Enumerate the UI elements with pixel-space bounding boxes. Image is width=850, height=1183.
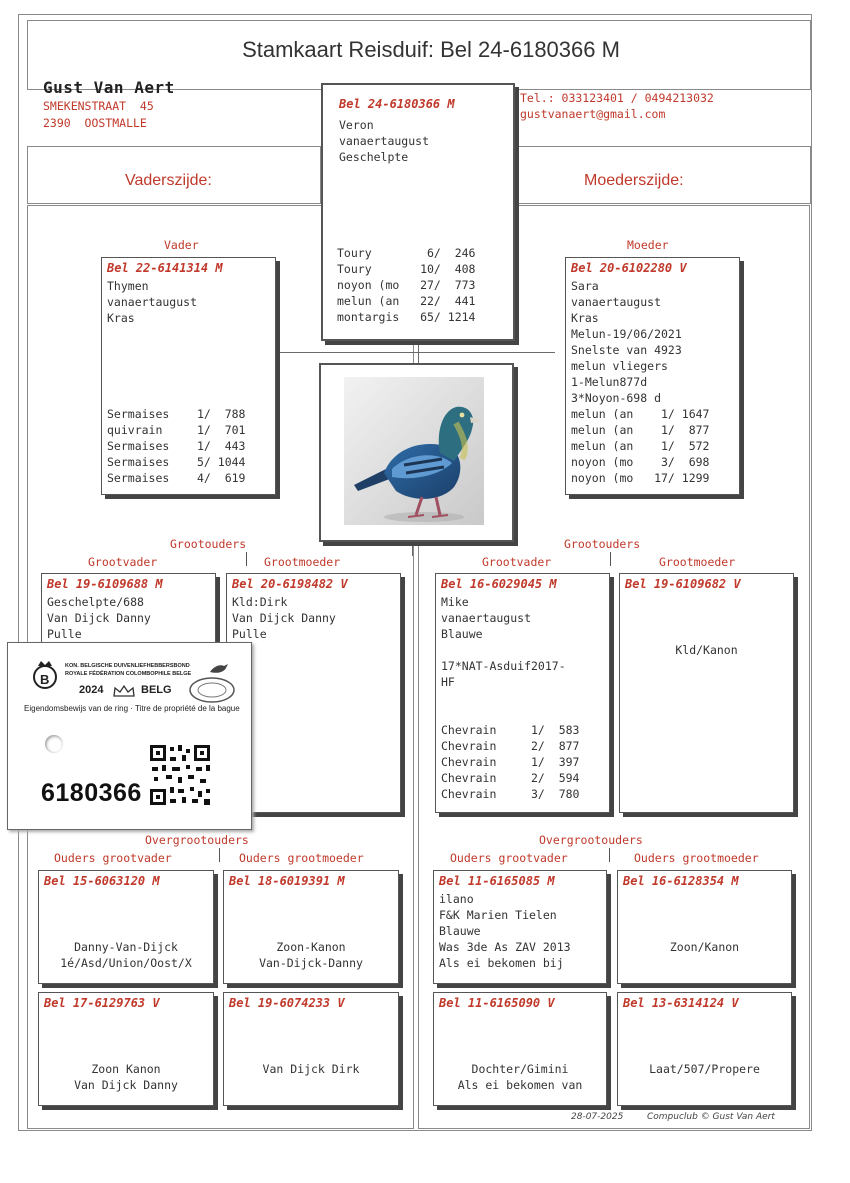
grandfather-label-right: Grootvader bbox=[482, 555, 552, 569]
greatgrandparent-line: Van Dijck Danny bbox=[74, 1078, 178, 1092]
greatgrandparents-label-right: Overgrootouders bbox=[539, 833, 643, 847]
ring-number: 6180366 bbox=[41, 779, 142, 807]
grandmother-label-left: Grootmoeder bbox=[264, 555, 341, 569]
subject-line: Geschelpte bbox=[339, 150, 409, 164]
greatgrandparent-ring: Bel 19-6074233 V bbox=[229, 996, 345, 1010]
mother-line: melun vliegers bbox=[571, 359, 668, 373]
greatgrandparent-line: ilano bbox=[439, 892, 474, 906]
pigeon-photo bbox=[344, 377, 484, 525]
owner-name: Gust Van Aert bbox=[43, 78, 175, 97]
connector-line bbox=[412, 540, 413, 556]
mother-line: Sara bbox=[571, 279, 599, 293]
label-divider bbox=[219, 848, 220, 862]
label-divider bbox=[246, 552, 247, 566]
parents-grandmother-label-left: Ouders grootmoeder bbox=[239, 851, 364, 865]
grandparent-line: Kld:Dirk bbox=[232, 595, 288, 609]
grandparent-line: vanaertaugust bbox=[441, 611, 532, 625]
father-result: Sermaises 1/ 788 bbox=[107, 407, 246, 421]
greatgrandparent-line: Zoon-Kanon bbox=[276, 940, 346, 954]
grandparent-result: Chevrain 1/ 583 bbox=[441, 723, 580, 737]
greatgrandparent-card bbox=[617, 870, 792, 984]
ring-certificate bbox=[7, 642, 252, 830]
mother-line: Kras bbox=[571, 311, 599, 325]
mother-ring: Bel 20-6102280 V bbox=[571, 261, 687, 275]
greatgrandparent-line: Zoon Kanon bbox=[91, 1062, 161, 1076]
ring-emblem-icon bbox=[188, 676, 236, 704]
grandparent-result: Chevrain 2/ 594 bbox=[441, 771, 580, 785]
grandparent-line: Blauwe bbox=[441, 627, 483, 641]
pigeon-photo-frame bbox=[319, 363, 514, 542]
grandparent-line: Van Dijck Danny bbox=[47, 611, 151, 625]
pigeon-icon bbox=[208, 662, 230, 676]
grandparent-ring: Bel 16-6029045 M bbox=[441, 577, 557, 591]
owner-phone: Tel.: 033123401 / 0494213032 bbox=[520, 91, 714, 105]
grandfather-label-left: Grootvader bbox=[88, 555, 158, 569]
grandparent-line: Pulle bbox=[47, 627, 82, 641]
greatgrandparent-line: Zoon/Kanon bbox=[669, 940, 740, 954]
father-line: Kras bbox=[107, 311, 135, 325]
grandparent-card bbox=[226, 573, 401, 813]
footer-date: 28-07-2025 bbox=[571, 1112, 624, 1122]
mother-label: Moeder bbox=[627, 238, 669, 252]
mother-line: vanaertaugust bbox=[571, 295, 662, 309]
subject-result: noyon (mo 27/ 773 bbox=[337, 278, 476, 292]
greatgrandparent-line: F&K Marien Tielen bbox=[439, 908, 557, 922]
qr-code-icon bbox=[148, 743, 212, 807]
greatgrandparent-card bbox=[38, 992, 214, 1106]
greatgrandparent-card bbox=[433, 870, 607, 984]
grandparent-line: Kld/Kanon bbox=[675, 643, 738, 657]
mother-result: melun (an 1/ 1647 bbox=[571, 407, 710, 421]
grandparent-ring: Bel 19-6109682 V bbox=[625, 577, 741, 591]
ring-year: 2024 bbox=[79, 684, 104, 696]
grandparent-line: Geschelpte/688 bbox=[47, 595, 144, 609]
father-result: Sermaises 1/ 443 bbox=[107, 439, 246, 453]
greatgrandparent-ring: Bel 17-6129763 V bbox=[44, 996, 160, 1010]
greatgrandparent-line: Was 3de As ZAV 2013 bbox=[439, 940, 571, 954]
mother-line: Snelste van 4923 bbox=[571, 343, 682, 357]
federation-logo-letter: B bbox=[40, 672, 50, 687]
mother-card bbox=[565, 257, 740, 495]
owner-city: 2390 OOSTMALLE bbox=[43, 116, 147, 130]
father-result: Sermaises 4/ 619 bbox=[107, 471, 246, 485]
grandparent-line: 17*NAT-Asduif2017- bbox=[441, 659, 566, 673]
subject-ring: Bel 24-6180366 M bbox=[339, 97, 455, 111]
mother-result: noyon (mo 3/ 698 bbox=[571, 455, 710, 469]
greatgrandparent-line: Als ei bekomen van bbox=[457, 1078, 583, 1092]
father-ring: Bel 22-6141314 M bbox=[107, 261, 223, 275]
greatgrandparent-ring: Bel 11-6165085 M bbox=[439, 874, 555, 888]
subject-result: Toury 6/ 246 bbox=[337, 246, 476, 260]
subject-result: Toury 10/ 408 bbox=[337, 262, 476, 276]
ring-country: BELG bbox=[141, 684, 172, 696]
punch-hole bbox=[45, 735, 63, 753]
grandmother-label-right: Grootmoeder bbox=[659, 555, 736, 569]
greatgrandparent-ring: Bel 18-6019391 M bbox=[229, 874, 345, 888]
grandparent-ring: Bel 19-6109688 M bbox=[47, 577, 163, 591]
greatgrandparent-line: Als ei bekomen bij bbox=[439, 956, 564, 970]
ring-ownership-text: Eigendomsbewijs van de ring · Titre de propriété de la bague bbox=[24, 704, 240, 713]
subject-card bbox=[321, 83, 515, 341]
label-divider bbox=[610, 552, 611, 566]
subject-line: vanaertaugust bbox=[339, 134, 430, 148]
mother-result: melun (an 1/ 572 bbox=[571, 439, 710, 453]
subject-result: montargis 65/ 1214 bbox=[337, 310, 476, 324]
grandparent-line: Mike bbox=[441, 595, 469, 609]
greatgrandparent-line: Laat/507/Propere bbox=[649, 1062, 760, 1076]
owner-email: gustvanaert@gmail.com bbox=[520, 107, 666, 121]
mother-result: noyon (mo 17/ 1299 bbox=[571, 471, 710, 485]
father-result: Sermaises 5/ 1044 bbox=[107, 455, 246, 469]
greatgrandparent-card bbox=[38, 870, 214, 984]
greatgrandparent-line: Van-Dijck-Danny bbox=[259, 956, 363, 970]
subject-line: Veron bbox=[339, 118, 374, 132]
father-line: vanaertaugust bbox=[107, 295, 198, 309]
grandparent-result: Chevrain 1/ 397 bbox=[441, 755, 580, 769]
greatgrandparent-card bbox=[433, 992, 607, 1106]
grandparent-result: Chevrain 3/ 780 bbox=[441, 787, 580, 801]
mother-side-header: Moederszijde: bbox=[584, 172, 684, 189]
parents-grandmother-label-right: Ouders grootmoeder bbox=[634, 851, 759, 865]
greatgrandparent-line: 1é/Asd/Union/Oost/X bbox=[60, 956, 192, 970]
parents-grandfather-label-left: Ouders grootvader bbox=[54, 851, 172, 865]
grandparent-ring: Bel 20-6198482 V bbox=[232, 577, 348, 591]
subject-result: melun (an 22/ 441 bbox=[337, 294, 476, 308]
greatgrandparent-ring: Bel 16-6128354 M bbox=[623, 874, 739, 888]
father-card bbox=[101, 257, 276, 495]
grandparent-line: Van Dijck Danny bbox=[232, 611, 336, 625]
greatgrandparent-card bbox=[223, 870, 399, 984]
father-label: Vader bbox=[164, 238, 199, 252]
greatgrandparent-line: Van Dijck Dirk bbox=[262, 1062, 360, 1076]
federation-name-fr: ROYALE FÉDÉRATION COLOMBOPHILE BELGE bbox=[65, 671, 192, 677]
father-side-header: Vaderszijde: bbox=[125, 172, 212, 189]
greatgrandparent-line: Dochter/Gimini bbox=[471, 1062, 569, 1076]
mother-line: Melun-19/06/2021 bbox=[571, 327, 682, 341]
page-title: Stamkaart Reisduif: Bel 24-6180366 M bbox=[242, 37, 620, 62]
mother-line: 3*Noyon-698 d bbox=[571, 391, 662, 405]
greatgrandparent-ring: Bel 11-6165090 V bbox=[439, 996, 555, 1010]
greatgrandparent-card bbox=[617, 992, 792, 1106]
grandparent-card bbox=[435, 573, 610, 813]
father-line: Thymen bbox=[107, 279, 149, 293]
grandparents-label-left: Grootouders bbox=[170, 537, 247, 551]
greatgrandparent-ring: Bel 15-6063120 M bbox=[44, 874, 160, 888]
grandparent-result: Chevrain 2/ 877 bbox=[441, 739, 580, 753]
connector-line bbox=[280, 352, 555, 353]
greatgrandparent-line: Blauwe bbox=[439, 924, 481, 938]
grandparents-label-right: Grootouders bbox=[564, 537, 641, 551]
crown-icon bbox=[112, 684, 136, 698]
greatgrandparents-label-left: Overgrootouders bbox=[145, 833, 249, 847]
father-result: quivrain 1/ 701 bbox=[107, 423, 246, 437]
owner-street: SMEKENSTRAAT 45 bbox=[43, 99, 154, 113]
footer-credit: Compuclub © Gust Van Aert bbox=[647, 1112, 775, 1122]
greatgrandparent-card bbox=[223, 992, 399, 1106]
greatgrandparent-ring: Bel 13-6314124 V bbox=[623, 996, 739, 1010]
mother-line: 1-Melun877d bbox=[571, 375, 648, 389]
label-divider bbox=[609, 848, 610, 862]
grandparent-line: Pulle bbox=[232, 627, 267, 641]
grandparent-card bbox=[619, 573, 794, 813]
parents-grandfather-label-right: Ouders grootvader bbox=[450, 851, 568, 865]
grandparent-line: HF bbox=[441, 675, 455, 689]
greatgrandparent-line: Danny-Van-Dijck bbox=[74, 940, 178, 954]
mother-result: melun (an 1/ 877 bbox=[571, 423, 710, 437]
federation-name-nl: KON. BELGISCHE DUIVENLIEFHEBBERSBOND bbox=[65, 663, 190, 669]
